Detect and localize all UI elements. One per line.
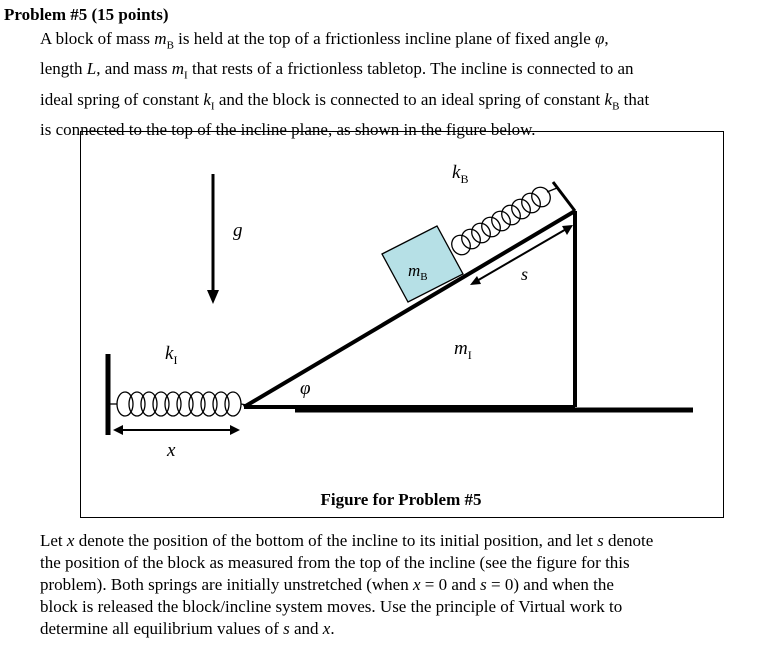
label-mB: $m_B$ <box>408 261 428 283</box>
statement-line-1: A block of mass $m_B$ is held at the top of a frictionless incline plane of fixed angle φ, <box>40 29 609 52</box>
label-mI: $m_I$ <box>454 338 472 362</box>
figure <box>80 131 724 518</box>
problem-title-bold: Problem #5 (15 points) <box>4 5 169 24</box>
label-s: s <box>521 264 529 284</box>
label-kB: $k_B$ <box>452 162 469 186</box>
label-g: g <box>233 220 243 241</box>
figure-drawing <box>81 132 725 519</box>
problem-statement <box>40 27 758 141</box>
statement-line-4: is connected to the top of the incline plane, as shown in the figure below. <box>40 120 536 140</box>
figure-caption: Figure for Problem #5 <box>320 490 482 509</box>
statement-line-3: ideal spring of constant $k_I$ and the block is connected to an ideal spring of constant $k_B$ that <box>40 89 650 113</box>
question-line-4: block is released the block/incline system moves. Use the principle of Virtual work to <box>40 597 623 616</box>
spring-kB <box>448 184 557 258</box>
question-line-2: the position of the block as measured from the top of the incline (see the figure for this <box>40 553 630 572</box>
statement-line-2: length L, and mass $m_I$ that rests of a frictionless tabletop. The incline is connected to an <box>40 59 634 82</box>
x-arrow <box>113 425 240 435</box>
question-line-1: Let x denote the position of the bottom of the incline to its initial position, and let s denote <box>40 531 654 550</box>
problem-question <box>40 530 760 640</box>
gravity-arrow <box>207 174 219 304</box>
label-phi: φ <box>300 378 311 399</box>
problem-title <box>4 5 169 25</box>
block-mB <box>382 226 463 302</box>
spring-kI <box>110 392 247 416</box>
label-x: x <box>167 440 176 461</box>
label-kI: $k_I$ <box>165 343 178 367</box>
question-line-5: determine all equilibrium values of s and x. <box>40 619 335 638</box>
question-line-3: problem). Both springs are initially unstretched (when x = 0 and s = 0) and when the <box>40 575 614 594</box>
